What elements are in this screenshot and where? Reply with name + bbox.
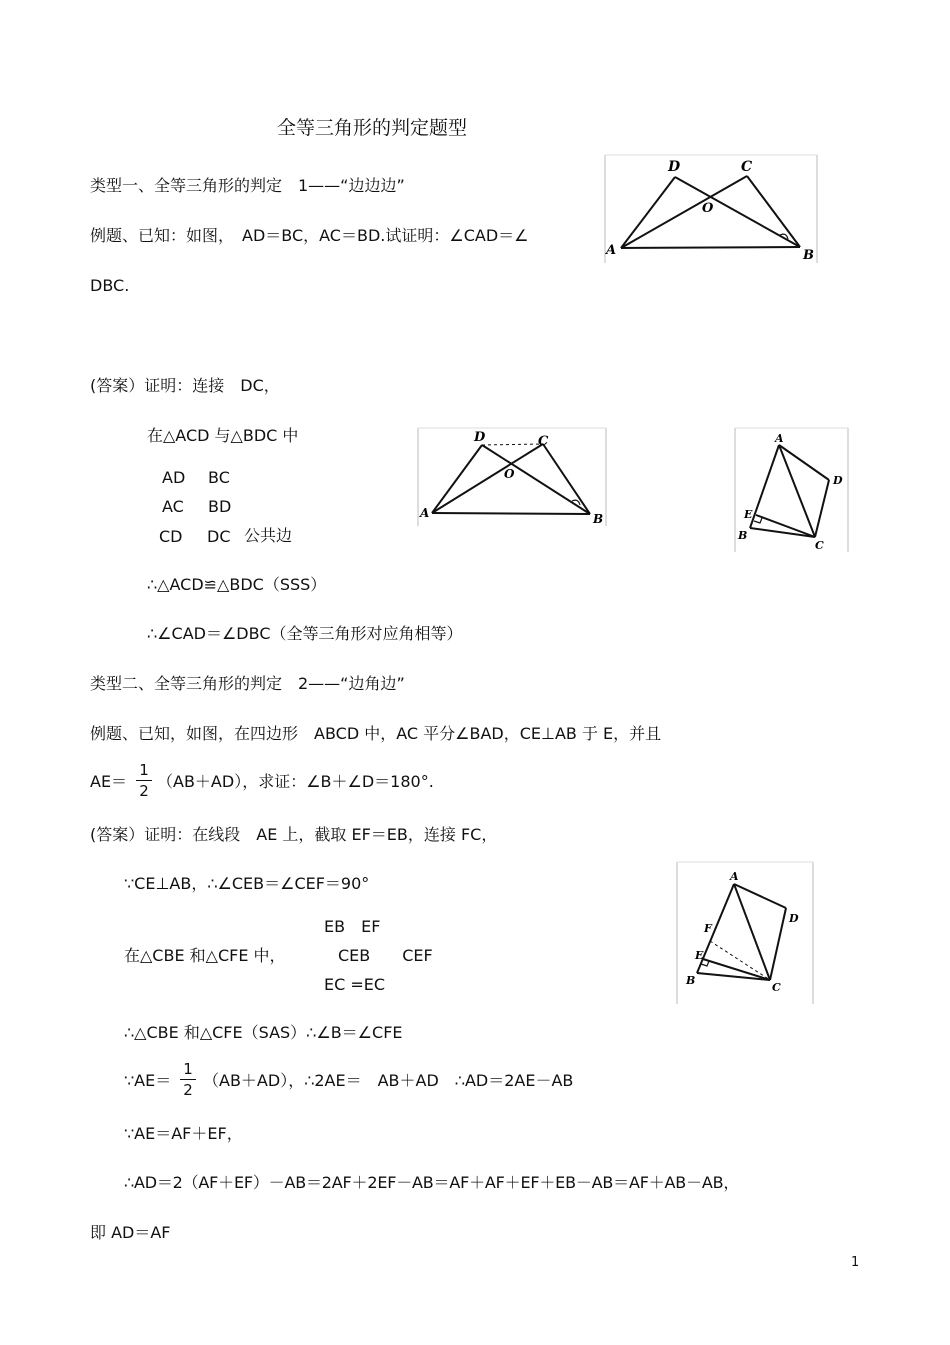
fig4-label-b: B [686, 974, 696, 987]
type1-pair-left-1: AD [162, 468, 186, 487]
page-number: 1 [851, 1255, 860, 1270]
fig4-label-e: E [695, 949, 704, 962]
type1-pair-right-3: DC [207, 527, 231, 546]
fig3-label-e: E [744, 508, 753, 521]
type2-system-row1: EB EF [324, 917, 381, 936]
type1-heading: 类型一、全等三角形的判定 1——“边边边” [90, 176, 405, 195]
fig2-label-c: C [538, 434, 549, 449]
fig4-label-f: F [704, 922, 712, 935]
type1-example-line2: DBC. [90, 276, 130, 295]
type2-step1: ∵CE⊥AB，∴∠CEB＝∠CEF＝90° [124, 874, 370, 893]
fig1-label-d: D [668, 159, 681, 175]
fig1-label-o: O [702, 201, 714, 216]
type2-answer-intro: (答案）证明：在线段 AE 上，截取 EF＝EB，连接 FC， [90, 825, 498, 844]
fig4-label-a: A [730, 870, 739, 883]
type2-heading: 类型二、全等三角形的判定 2——“边角边” [90, 674, 405, 693]
figure-3-quadrilateral [735, 428, 848, 552]
fig1-label-a: A [606, 243, 617, 258]
fig2-label-b: B [593, 512, 604, 526]
type1-example-line1: 例题、已知：如图， AD＝BC，AC＝BD.试证明：∠CAD＝∠ [90, 226, 529, 245]
fig2-label-a: A [420, 506, 430, 520]
type1-pair-right-2: BD [208, 497, 232, 516]
figure-2-triangles-dashed [418, 428, 606, 526]
type1-pair-right-1: BC [208, 468, 230, 487]
type2-example-line1: 例题、已知，如图，在四边形 ABCD 中，AC 平分∠BAD，CE⊥AB 于 E，并且 [90, 724, 662, 743]
type2-example-line2-post: （AB＋AD），求证：∠B＋∠D＝180°. [157, 772, 434, 791]
type2-example-line2-pre: AE＝ [90, 772, 128, 791]
figure-4-quadrilateral-f [677, 862, 813, 1004]
type1-pair-left-3: CD [159, 527, 183, 546]
type1-conclusion-sss: ∴△ACD≌△BDC（SSS） [147, 575, 327, 594]
fig3-label-d: D [833, 474, 843, 487]
fig2-label-d: D [474, 430, 486, 445]
type2-step3-fraction [180, 1061, 196, 1098]
type2-step5: ∴AD＝2（AF＋EF）－AB＝2AF＋2EF－AB＝AF＋AF＋EF＋EB－AB＝AF＋AB－AB， [124, 1173, 740, 1192]
page-title: 全等三角形的判定题型 [277, 117, 468, 139]
type1-pair-left-2: AC [162, 497, 184, 516]
fig2-label-o: O [504, 467, 515, 481]
fraction-numerator: 1 [139, 761, 149, 779]
type2-step6: 即 AD＝AF [90, 1223, 171, 1242]
fraction-numerator: 1 [183, 1060, 193, 1078]
fraction-denominator: 2 [139, 782, 149, 800]
fig3-label-c: C [815, 539, 824, 552]
type1-conclusion-angle: ∴∠CAD＝∠DBC（全等三角形对应角相等） [147, 624, 463, 643]
type2-step3-post: （AB＋AD），∴2AE＝ AB＋AD ∴AD＝2AE－AB [203, 1071, 574, 1090]
type2-step2: ∴△CBE 和△CFE（SAS）∴∠B＝∠CFE [124, 1023, 403, 1042]
fig3-label-b: B [738, 529, 748, 542]
fig1-label-b: B [803, 248, 814, 263]
type2-system-row3: EC =EC [324, 975, 386, 994]
type2-in-triangles: 在△CBE 和△CFE 中， [124, 946, 286, 965]
type2-step3-pre: ∵AE＝ [124, 1071, 172, 1090]
type2-fraction [136, 762, 152, 799]
fig3-label-a: A [775, 432, 784, 445]
type1-answer-intro: (答案）证明：连接 DC， [90, 376, 280, 395]
type1-in-triangles: 在△ACD 与△BDC 中 [147, 426, 299, 445]
fraction-denominator: 2 [183, 1081, 193, 1099]
type2-system-row2: CEB CEF [338, 946, 433, 965]
type2-step4: ∵AE＝AF＋EF， [124, 1124, 243, 1143]
fig4-label-c: C [772, 981, 781, 994]
fig1-label-c: C [741, 159, 753, 175]
figure-1-triangles [605, 155, 817, 263]
fig4-label-d: D [789, 912, 799, 925]
type1-pair-note-3: 公共边 [244, 526, 293, 545]
